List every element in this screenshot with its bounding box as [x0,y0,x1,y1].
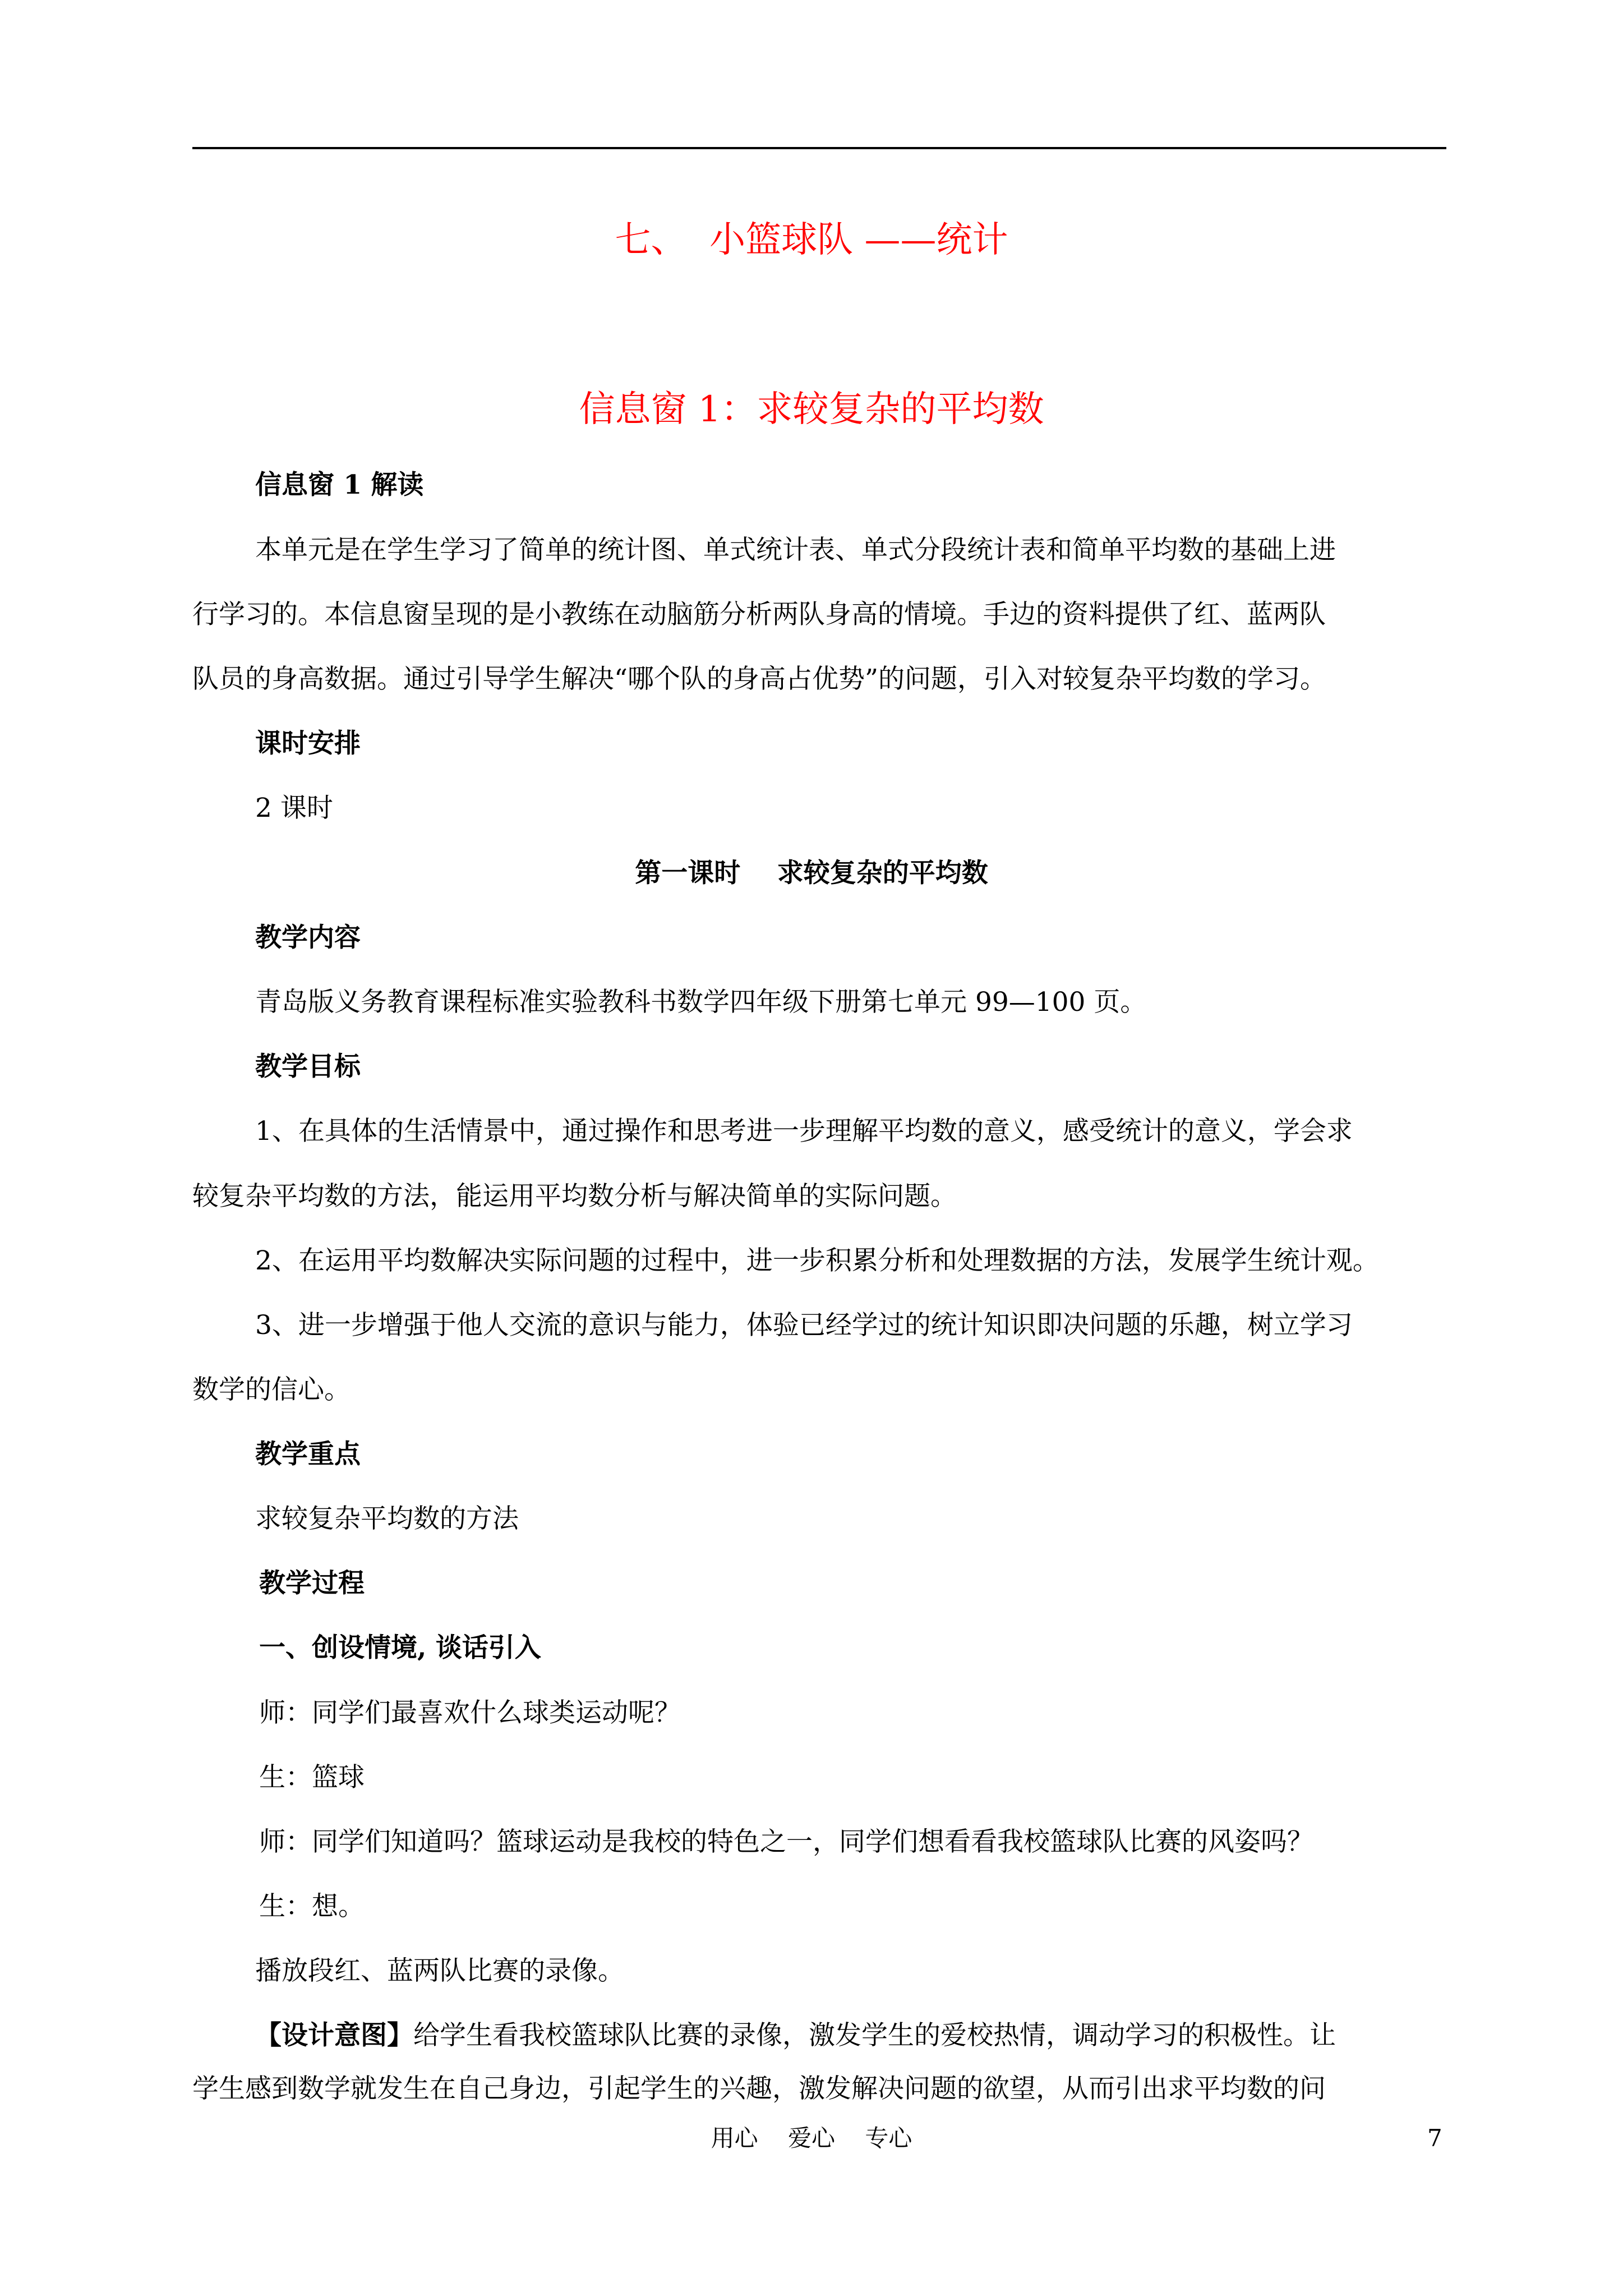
header-rule [192,147,1446,149]
lesson-title: 第一课时 求较复杂的平均数 [635,858,988,889]
content-value: 青岛版义务教育课程标准实验教科书数学四年级下册第七单元 99—100 页。 [255,987,1147,1018]
dialogue-line-4: 生：想。 [259,1891,365,1922]
design-label: 【设计意图】 [255,2020,413,2051]
section-title: 信息窗 1：求较复杂的平均数 [579,389,1044,430]
dialogue-line-3: 师：同学们知道吗？篮球运动是我校的特色之一，同学们想看看我校篮球队比赛的风姿吗？ [259,1826,1313,1857]
page-number: 7 [1427,2124,1442,2152]
footer-text: 用心 爱心 专心 [711,2124,912,2152]
design-line-1-text: 给学生看我校篮球队比赛的录像，激发学生的爱校热情，调动学习的积极性。让 [413,2020,1336,2051]
process-heading: 教学过程 [259,1568,365,1599]
goal-line-2: 较复杂平均数的方法，能运用平均数分析与解决简单的实际问题。 [192,1181,957,1212]
goal-line-1: 1、在具体的生活情景中，通过操作和思考进一步理解平均数的意义，感受统计的意义，学会求 [255,1116,1353,1147]
intro-line-2: 行学习的。本信息窗呈现的是小教练在动脑筋分析两队身高的情境。手边的资料提供了红、蓝两队 [192,599,1326,630]
intro-line-1: 本单元是在学生学习了简单的统计图、单式统计表、单式分段统计表和简单平均数的基础上进 [255,535,1336,565]
goal-line-3: 2、在运用平均数解决实际问题的过程中，进一步积累分析和处理数据的方法，发展学生统计观。 [255,1245,1379,1276]
schedule-heading: 课时安排 [255,728,361,759]
focus-heading: 教学重点 [255,1439,361,1470]
design-line-2: 学生感到数学就发生在自己身边，引起学生的兴趣，激发解决问题的欲望，从而引出求平均数的问 [192,2073,1326,2104]
dialogue-line-2: 生：篮球 [259,1762,365,1793]
goal-line-5: 数学的信心。 [192,1374,351,1405]
goal-line-4: 3、进一步增强于他人交流的意识与能力，体验已经学过的统计知识即决问题的乐趣，树立学习 [255,1310,1353,1341]
dialogue-line-1: 师：同学们最喜欢什么球类运动呢？ [259,1697,681,1728]
video-line: 播放段红、蓝两队比赛的录像。 [255,1955,624,1986]
chapter-title: 七、 小篮球队 ——统计 [615,219,1008,261]
intro-line-3: 队员的身高数据。通过引导学生解决“哪个队的身高占优势”的问题，引入对较复杂平均数的学习。 [192,664,1327,694]
schedule-value: 2 课时 [255,793,333,823]
step1-heading: 一、创设情境, 谈话引入 [259,1632,541,1663]
info-heading: 信息窗 1 解读 [255,470,424,500]
focus-value: 求较复杂平均数的方法 [255,1503,519,1534]
content-heading: 教学内容 [255,922,361,953]
goals-heading: 教学目标 [255,1051,361,1082]
design-line-1 [255,2019,1336,2053]
